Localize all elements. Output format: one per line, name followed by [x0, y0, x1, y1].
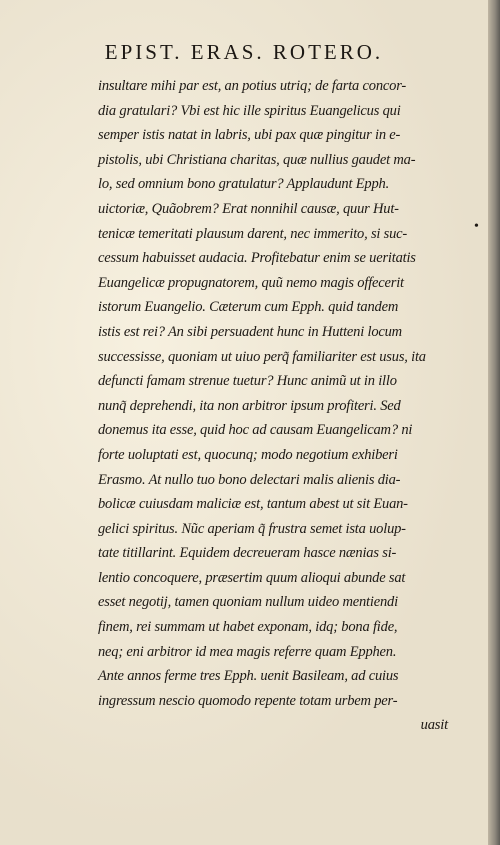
text-line: lentio concoquere, præsertim quum alioqui abunde sat	[98, 569, 406, 586]
text-line: neq; eni arbitror id mea magis referre quam Epphen.	[98, 643, 397, 660]
text-line: Euangelicæ propugnatorem, quũ nemo magis offecerit	[98, 274, 404, 291]
text-line: donemus ita esse, quid hoc ad causam Euangelicam? ni	[98, 422, 413, 439]
text-line: esset negotij, tamen quoniam nullum uideo mentiendi	[98, 594, 398, 611]
text-line: uictoriæ, Quãobrem? Erat nonnihil causæ, quur Hut-	[98, 200, 399, 217]
text-line: insultare mihi par est, an potius utriq; de farta concor-	[98, 78, 407, 94]
text-line: defuncti famam strenue tuetur? Hunc animũ ut in illo	[98, 373, 397, 390]
text-line: tenicæ temeritati plausum darent, nec immerito, si suc-	[98, 225, 408, 242]
text-line: pistolis, ubi Christiana charitas, quæ nullius gaudet ma-	[98, 151, 416, 168]
text-line: nunq̃ deprehendi, ita non arbitror ipsum profiteri. Sed	[98, 397, 401, 414]
text-line: istorum Euangelio. Cæterum cum Epph. quid tandem	[98, 299, 399, 316]
text-line: lo, sed omnium bono gratulatur? Applaudunt Epph.	[98, 176, 390, 193]
text-line: cessum habuisset audacia. Profitebatur enim se ueritatis	[98, 250, 416, 267]
text-line: gelici spiritus. Nũc aperiam q̃ frustra semet ista uolup-	[98, 520, 406, 537]
text-line: semper istis natat in labris, ubi pax quæ pingitur in e-	[98, 127, 401, 144]
text-line: dia gratulari? Vbi est hic ille spiritus Euangelicus qui	[98, 102, 401, 119]
text-line: bolicæ cuiusdam maliciæ est, tantum abest ut sit Euan-	[98, 496, 408, 513]
text-line: istis est rei? An sibi persuadent hunc in Hutteni locum	[98, 323, 402, 340]
text-line: uasit	[420, 717, 448, 734]
text-line: successisse, quoniam ut uiuo perq̃ familiariter est usus, ita	[98, 348, 426, 365]
text-line: ingressum nescio quomodo repente totam urbem per-	[98, 692, 398, 709]
text-line: Ante annos ferme tres Epph. uenit Basileam, ad cuius	[98, 668, 399, 685]
margin-mark: •	[474, 219, 479, 234]
page-edge	[488, 0, 500, 845]
running-header: EPIST. ERAS. ROTERO.	[104, 40, 384, 64]
text-line: finem, rei summam ut habet exponam, idq; bona fide,	[98, 619, 398, 636]
page-body-text	[98, 74, 478, 738]
text-line: forte uoluptati est, quocunq; modo negotium exhiberi	[98, 446, 398, 463]
text-line: tate titillarint. Equidem decreueram hasce nænias si-	[98, 545, 397, 562]
text-line: Erasmo. At nullo tuo bono delectari malis alienis dia-	[98, 471, 401, 488]
